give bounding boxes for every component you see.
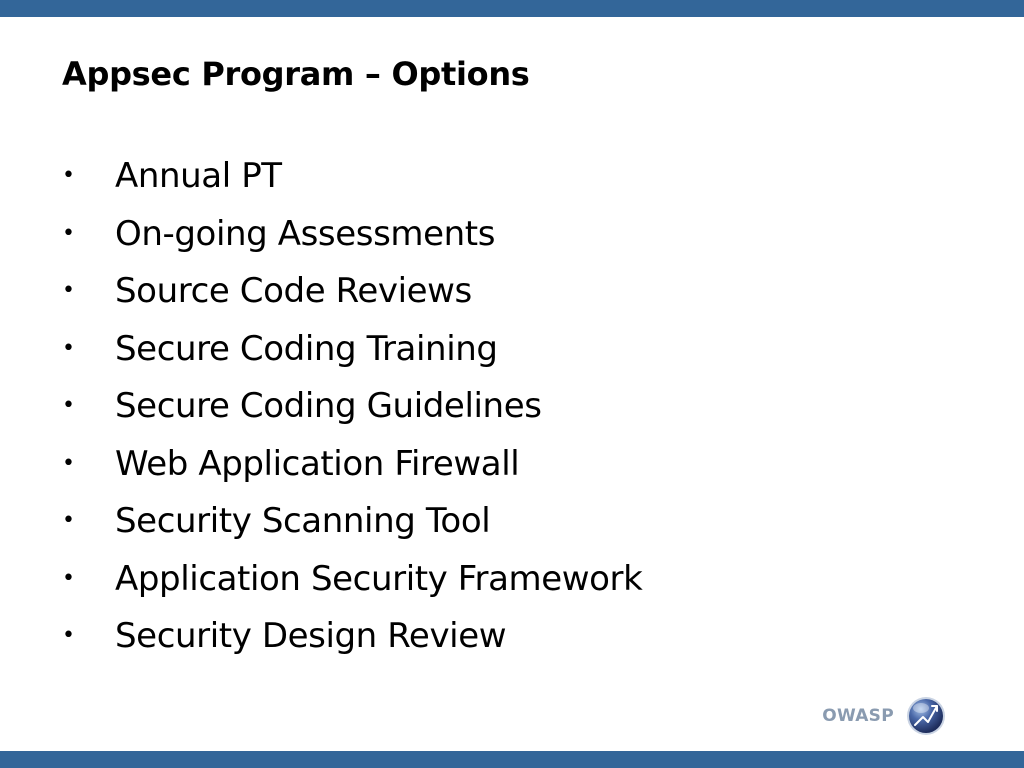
owasp-globe-icon	[906, 696, 946, 736]
list-item	[60, 614, 642, 672]
list-item-text: Secure Coding Guidelines	[115, 386, 542, 426]
list-item-text: Web Application Firewall	[115, 443, 520, 484]
slide-title: Appsec Program – Options	[62, 55, 530, 93]
bullet-icon: •	[62, 393, 75, 418]
list-item-text: Source Code Reviews	[115, 271, 472, 311]
brand-name: OWASP	[822, 706, 894, 726]
list-item	[60, 212, 642, 270]
top-accent-bar	[0, 0, 1024, 17]
list-item-text: Annual PT	[115, 156, 282, 196]
bullet-icon: •	[62, 278, 75, 303]
list-item	[60, 499, 642, 557]
list-item-text: Secure Coding Training	[115, 328, 498, 369]
list-item-text: On-going Assessments	[115, 213, 496, 254]
bullet-icon: •	[62, 163, 75, 188]
footer-brand	[822, 696, 946, 736]
list-item	[60, 442, 642, 500]
list-item	[60, 154, 642, 212]
list-item-text: Application Security Framework	[115, 558, 643, 599]
list-item	[60, 384, 642, 442]
list-item	[60, 327, 642, 385]
bullet-icon: •	[62, 220, 75, 246]
bullet-icon: •	[62, 450, 75, 476]
bullet-icon: •	[62, 565, 75, 591]
bullet-icon: •	[62, 623, 75, 648]
bottom-accent-bar	[0, 751, 1024, 768]
list-item	[60, 557, 642, 615]
list-item-text: Security Scanning Tool	[115, 501, 491, 541]
list-item	[60, 269, 642, 327]
list-item-text: Security Design Review	[115, 616, 507, 656]
bullet-icon: •	[62, 335, 75, 361]
bullet-list	[60, 154, 642, 672]
bullet-icon: •	[62, 508, 75, 533]
